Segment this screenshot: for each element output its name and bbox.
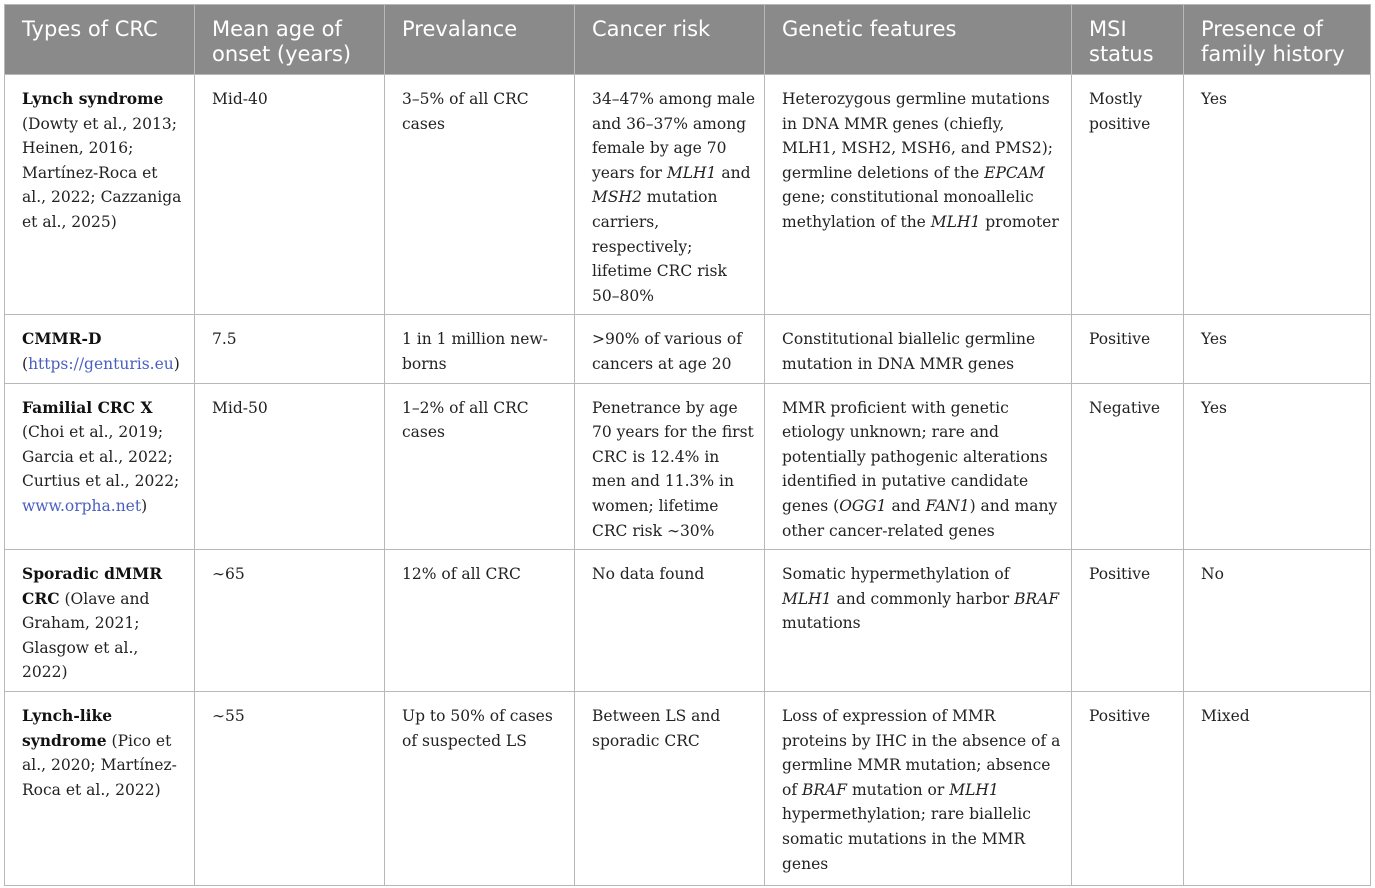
table-row [5,75,1371,315]
genetic-text: and commonly harbor [831,589,1015,608]
type-reference: (Pico et al., 2020; Martínez-Roca et al., 2022) [22,731,177,799]
table-row [5,315,1371,383]
crc-types-table [4,4,1371,886]
header-types-of-crc: Types of CRC [5,5,195,75]
type-cell [5,75,195,315]
age-cell: Mid-40 [195,75,385,315]
genetic-text: mutations [782,614,861,633]
age-cell: ∼65 [195,550,385,692]
type-reference: ) [141,496,148,515]
gene-name: OGG1 [839,496,887,515]
gene-name: MLH1 [782,589,832,608]
prevalence-cell: Up to 50% of cases of suspected LS [385,692,575,886]
genetic-text: ) and many other cancer-related genes [782,496,1058,540]
table-row [5,550,1371,692]
header-family-history: Presence of family history [1184,5,1371,75]
gene-name: EPCAM [984,163,1045,182]
genturis-link[interactable]: https://genturis.eu [28,354,174,373]
risk-cell [575,75,765,315]
genetic-text: gene; constitutional monoallelic methylation of the [782,188,1034,231]
genetic-text: and [886,496,926,515]
header-genetic-features: Genetic features [765,5,1072,75]
type-reference: (Choi et al., 2019; Garcia et al., 2022; Curtius et al., 2022; [22,423,180,491]
genetic-text: mutation or [847,780,950,799]
genetic-cell [765,383,1072,550]
msi-cell: Mostly positive [1072,75,1184,315]
age-cell: Mid-50 [195,383,385,550]
genetic-text: promoter [980,212,1059,231]
orpha-link[interactable]: www.orpha.net [22,496,142,515]
genetic-cell [765,550,1072,692]
genetic-text: hypermethylation; rare biallelic somatic mutations in the MMR genes [782,805,1031,873]
msi-cell: Positive [1072,692,1184,886]
header-prevalence: Prevalance [385,5,575,75]
gene-name: BRAF [802,780,848,799]
genetic-cell [765,692,1072,886]
type-name: Familial CRC X [22,397,153,417]
genetic-cell [765,75,1072,315]
gene-name: MSH2 [592,188,642,207]
genetic-text: Loss of expression of MMR proteins by IHC in the absence of a germline MMR mutation; absence of [782,707,1061,799]
msi-cell: Positive [1072,550,1184,692]
prevalence-cell: 1 in 1 million new-borns [385,315,575,383]
gene-name: MLH1 [666,163,717,182]
genetic-text: Somatic hypermethylation of [782,565,1010,584]
header-msi-status: MSI status [1072,5,1184,75]
family-cell: Yes [1184,315,1371,383]
risk-text: and [716,163,751,182]
risk-cell: Between LS and sporadic CRC [575,692,765,886]
table-row [5,692,1371,886]
genetic-text: MMR proficient with genetic etiology unknown; rare and potentially pathogenic alterations identified in putative candidate genes ( [782,398,1048,515]
risk-cell: >90% of various of cancers at age 20 [575,315,765,383]
prevalence-cell: 3–5% of all CRC cases [385,75,575,315]
risk-cell: Penetrance by age 70 years for the first CRC is 12.4% in men and 11.3% in women; lifetime CRC risk ∼30% [575,383,765,550]
msi-cell: Negative [1072,383,1184,550]
gene-name: MLH1 [930,212,981,231]
family-cell: Yes [1184,75,1371,315]
risk-text: 34–47% among male and 36–37% among female by age 70 years for [592,90,756,182]
family-cell: No [1184,550,1371,692]
prevalence-cell: 12% of all CRC [385,550,575,692]
type-cell [5,692,195,886]
type-name: Sporadic dMMR CRC [22,564,163,608]
type-cell [5,550,195,692]
type-name: Lynch syndrome [22,89,164,108]
prevalence-cell: 1–2% of all CRC cases [385,383,575,550]
genetic-cell: Constitutional biallelic germline mutation in DNA MMR genes [765,315,1072,383]
risk-cell: No data found [575,550,765,692]
type-cell [5,315,195,383]
age-cell: 7.5 [195,315,385,383]
header-row [5,5,1371,75]
header-mean-age: Mean age of onset (years) [195,5,385,75]
type-cell [5,383,195,550]
type-reference: (Olave and Graham, 2021; Glasgow et al., 2022) [22,589,150,682]
age-cell: ∼55 [195,692,385,886]
type-name: Lynch-like syndrome [22,706,113,750]
family-cell: Mixed [1184,692,1371,886]
gene-name: MLH1 [949,780,999,799]
risk-text: mutation carriers, respectively; lifetime CRC risk 50–80% [592,188,727,305]
type-reference: ) [173,354,180,373]
type-reference: (Dowty et al., 2013; Heinen, 2016; Martínez-Roca et al., 2022; Cazzaniga et al., 2025) [22,114,182,231]
msi-cell: Positive [1072,315,1184,383]
family-cell: Yes [1184,383,1371,550]
type-reference: ( [22,354,29,373]
gene-name: BRAF [1014,589,1060,608]
table-row [5,383,1371,550]
type-name: CMMR-D [22,329,102,349]
genetic-text: Heterozygous germline mutations in DNA MMR genes (chiefly, MLH1, MSH2, MSH6, and PMS2); germline deletions of the [782,90,1053,182]
header-cancer-risk: Cancer risk [575,5,765,75]
gene-name: FAN1 [925,496,970,515]
